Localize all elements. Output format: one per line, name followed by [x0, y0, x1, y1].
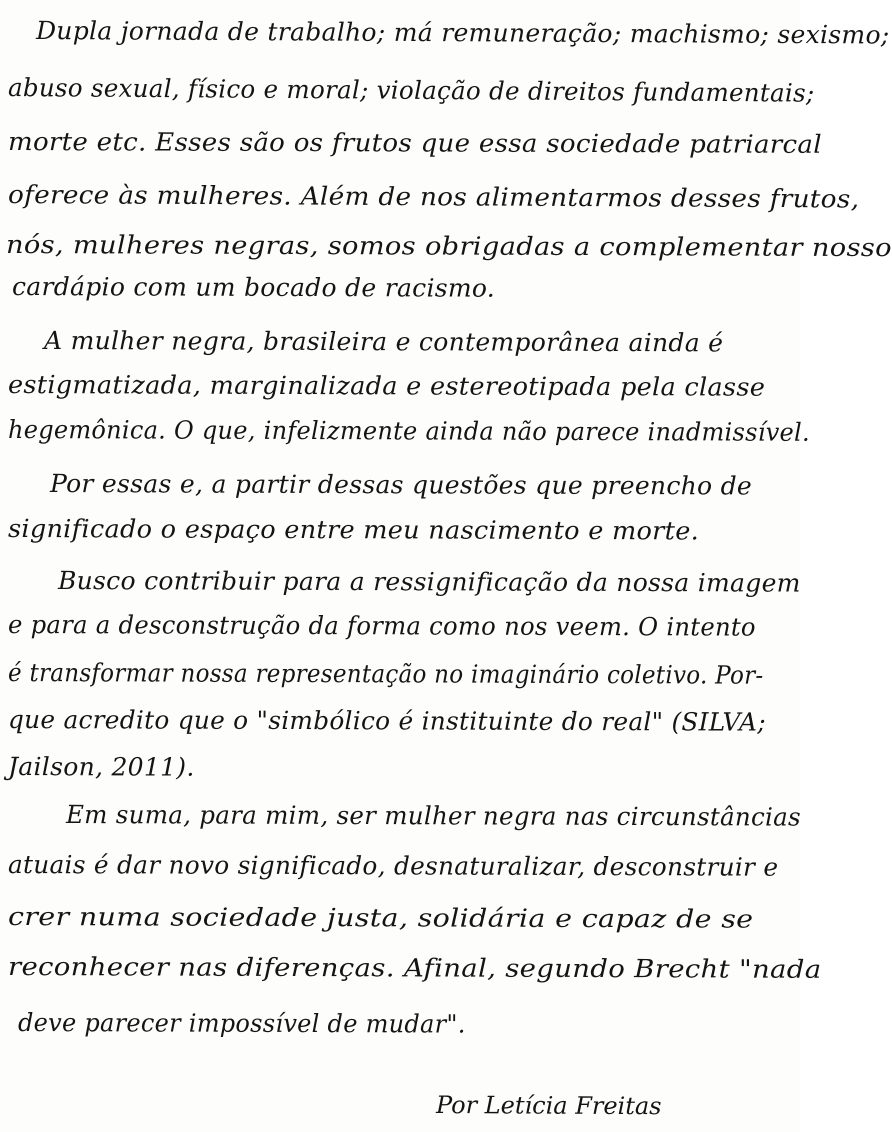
text-line: hegemônica. O que, infelizmente ainda não parece inadmissível. [7, 415, 811, 447]
text-line: oferece às mulheres. Além de nos alimentarmos desses frutos, [7, 180, 860, 214]
text-line: Em suma, para mim, ser mulher negra nas circunstâncias [65, 800, 801, 832]
text-line: crer numa sociedade justa, solidária e capaz de se [7, 902, 754, 934]
text-line: Dupla jornada de trabalho; má remuneração; machismo; sexismo; [35, 16, 890, 50]
text-line: reconhecer nas diferenças. Afinal, segundo Brecht "nada [7, 952, 822, 984]
text-line: é transformar nossa representação no imaginário coletivo. Por- [7, 658, 764, 690]
text-line: A mulher negra, brasileira e contemporânea ainda é [43, 326, 724, 358]
text-line: Jailson, 2011). [7, 752, 195, 782]
text-line: atuais é dar novo significado, desnaturalizar, desconstruir e [7, 850, 779, 882]
text-line: deve parecer impossível de mudar". [17, 1008, 466, 1039]
text-line: Busco contribuir para a ressignificação da nossa imagem [57, 566, 801, 598]
text-line: e para a desconstrução da forma como nos veem. O intento [7, 610, 756, 642]
author-signature: Por Letícia Freitas [435, 1091, 662, 1121]
text-line: abuso sexual, físico e moral; violação de direitos fundamentais; [7, 73, 815, 108]
text-line: nós, mulheres negras, somos obrigadas a complementar nosso [5, 230, 892, 263]
text-line: que acredito que o "simbólico é instituinte do real" (SILVA; [7, 705, 766, 737]
text-line: estigmatizada, marginalizada e estereotipada pela classe [7, 370, 766, 402]
text-line: significado o espaço entre meu nascimento e morte. [7, 514, 700, 546]
text-line: morte etc. Esses são os frutos que essa sociedade patriarcal [7, 127, 822, 159]
text-line: Por essas e, a partir dessas questões que preencho de [49, 469, 753, 501]
text-line: cardápio com um bocado de racismo. [11, 272, 496, 303]
